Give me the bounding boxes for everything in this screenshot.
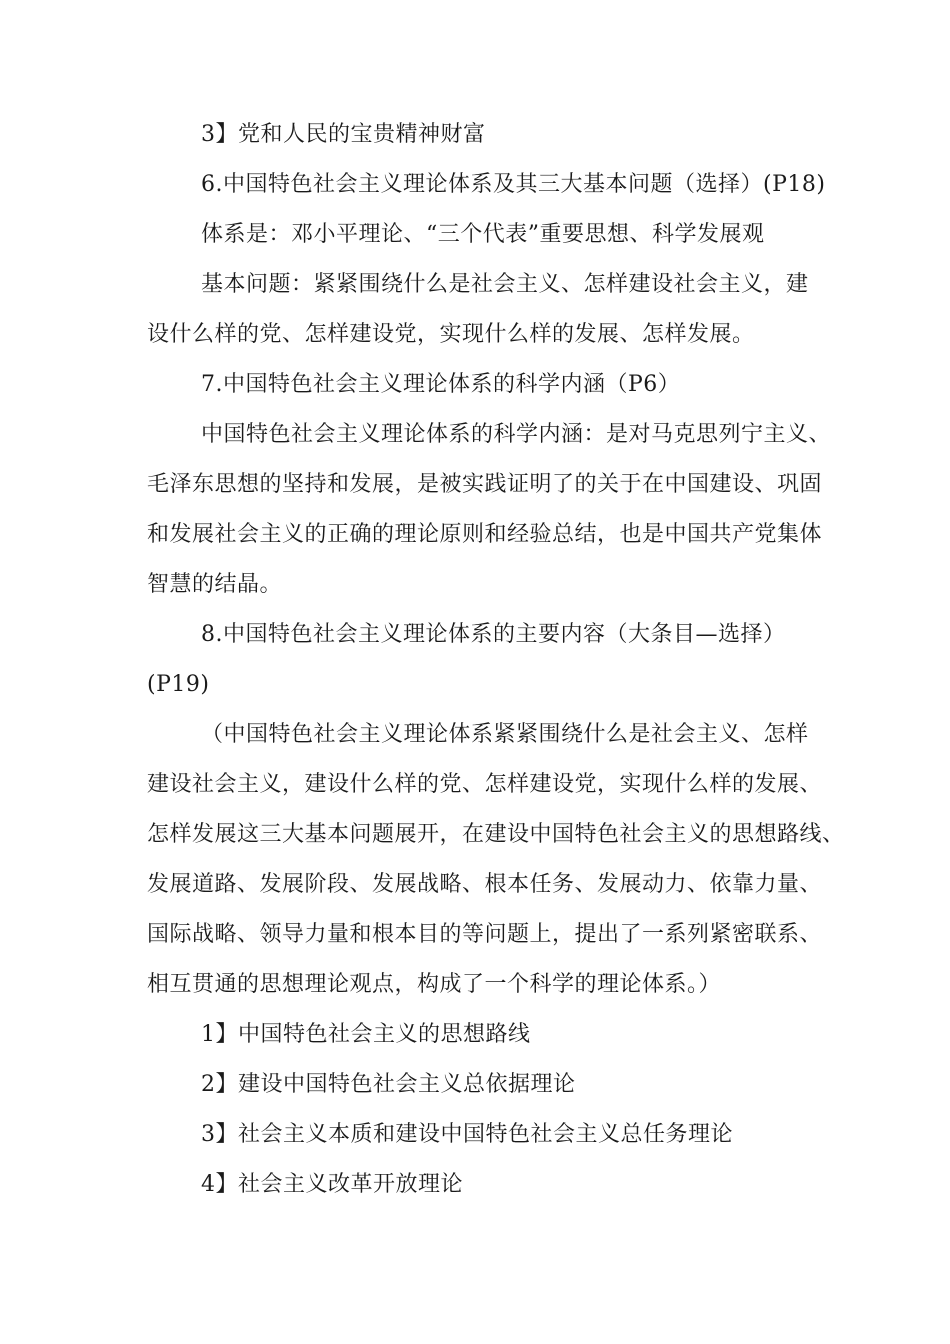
paragraph-line: 国际战略、领导力量和根本目的等问题上，提出了一系列紧密联系、 [147,922,823,947]
paragraph-line: 怎样发展这三大基本问题展开，在建设中国特色社会主义的思想路线、 [147,822,845,847]
paragraph-line: （中国特色社会主义理论体系紧紧围绕什么是社会主义、怎样 [201,722,809,747]
paragraph-line: 智慧的结晶。 [147,572,283,597]
section-heading: 7.中国特色社会主义理论体系的科学内涵（P6） [201,372,681,397]
paragraph-line: 发展道路、发展阶段、发展战略、根本任务、发展动力、依靠力量、 [147,872,823,897]
paragraph-line: 中国特色社会主义理论体系的科学内涵：是对马克思列宁主义、 [201,422,832,447]
list-item: 3】社会主义本质和建设中国特色社会主义总任务理论 [201,1122,733,1147]
paragraph-line: 相互贯通的思想理论观点，构成了一个科学的理论体系。） [147,972,722,997]
list-item: 3】党和人民的宝贵精神财富 [201,122,486,147]
paragraph-line: 设什么样的党、怎样建设党，实现什么样的发展、怎样发展。 [147,322,755,347]
list-item: 4】社会主义改革开放理论 [201,1172,463,1197]
paragraph-line: 建设社会主义，建设什么样的党、怎样建设党，实现什么样的发展、 [147,772,823,797]
list-item: 2】建设中国特色社会主义总依据理论 [201,1072,576,1097]
section-heading-continued: (P19) [147,672,210,697]
paragraph-line: 毛泽东思想的坚持和发展，是被实践证明了的关于在中国建设、巩固 [147,472,823,497]
list-item: 1】中国特色社会主义的思想路线 [201,1022,531,1047]
paragraph-line: 基本问题：紧紧围绕什么是社会主义、怎样建设社会主义，建 [201,272,809,297]
section-heading: 8.中国特色社会主义理论体系的主要内容（大条目—选择） [201,622,786,647]
paragraph-line: 体系是：邓小平理论、“三个代表”重要思想、科学发展观 [201,222,765,247]
paragraph-line: 和发展社会主义的正确的理论原则和经验总结，也是中国共产党集体 [147,522,823,547]
section-heading: 6.中国特色社会主义理论体系及其三大基本问题（选择）(P18) [201,172,826,197]
